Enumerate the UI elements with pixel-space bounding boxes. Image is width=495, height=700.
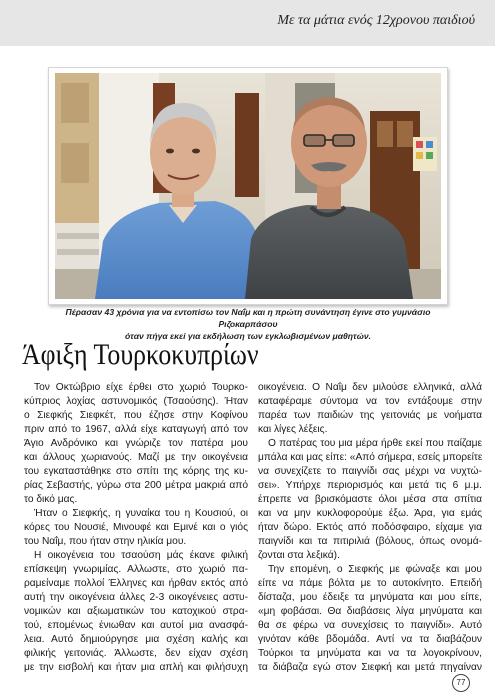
running-header-title: Με τα μάτια ενός 12χρονου παιδιού [277,13,475,28]
text-line: Ήταν ο Σιεφκής, η γυναίκα του η Κουσιού, οι [34,508,248,519]
photo-two-men [55,73,441,299]
text-line: και να μην κυκλοφορούμε έξω. Άρα, για εμάς [258,508,482,519]
text-line: με την εισβολή και ήταν μια απλή και φιλήσυχη [24,662,248,673]
text-line: Τον Οκτώβριο είχε έρθει στο χωριό Τουρκο- [34,382,248,393]
text-line: ραμείναμε πολλοί Έλληνες και ήρθαν εκτός από [24,578,248,589]
photo-frame [48,67,448,305]
text-line: παιγνίδι και τα πιτιριλιά (βόλους, όπως ονομά- [258,536,482,547]
text-line: «μη φοβάσαι. Θα διαβάσεις λίγα μηνύματα και [258,606,482,617]
text-line: να συνεχίζετε το παιγνίδι σας μέχρι να νυχτώ- [258,466,482,477]
text-line: νομικών και αξιωματικών του κατοχικού στρα- [24,606,248,617]
text-line: φιλικής γειτονιάς. Άλλωστε, δεν είχαν σχέση [24,648,248,659]
text-line: λεια. Αυτό δημιούργησε μια σχέση καλής και [24,634,248,645]
text-line: δίσταζα, μου έδειξε τα μηνύματα και μου είπε, [258,592,482,603]
text-line: Την επομένη, ο Σιεφκής με φώναξε και μου [268,564,482,575]
text-line: παρέα των παιδιών της γειτονιάς με νοήματα [258,410,482,421]
text-line: μπάλα και μας είπε: «Από σήμερα, εσείς μπορείτε [258,452,482,463]
text-line: και άλλους χωριανούς. Μαζί με την οικογένεια [24,452,248,463]
text-line: του εγκαταστάθηκε στο σπίτι της κόρης της κυ- [24,466,248,477]
text-line: αυτή την οικογένεια άλλες 2-3 οικογένειες αστυ- [24,592,248,603]
text-line: γινόταν κάθε βδομάδα. Αντί να τα διαβάζουν [258,634,482,645]
page-number: 77 [452,674,470,692]
running-header [0,0,495,46]
text-column-left [24,381,248,675]
text-line: σει». Υπήρχε περιορισμός και μετά τις 6 μ.μ. [258,480,482,491]
text-line: το δικό μας. [24,494,78,505]
text-column-right [258,381,482,675]
text-line: κόρες του Νουσιέ, Μινουφέ και Εμινέ και ο γιός [24,522,248,533]
text-line: ρίας Σεβαστής, γύρω στα 200 μέτρα μακριά από [24,480,248,491]
text-line: ήταν δώρο. Εκτός από ποδόσφαιρο, είχαμε για [258,522,482,533]
text-line: οικογένεια. Ο Ναΐμ δεν μιλούσε ελληνικά, αλλά [258,382,482,393]
text-line: ο Σιεφκής Σιεφκέτ, που έζησε στην Κοφίνου [24,410,248,421]
photo-caption-line: Πέρασαν 43 χρόνια για να εντοπίσω τον Ναΐμ και η πρώτη συνάντηση έγινε στο γυμνάσιο Ριζοκαρπάσου [65,307,431,329]
text-line: κύπριος λοχίας αστυνομικός (Τσαούσης). Ήταν [24,396,248,407]
photo-caption-line: όταν πήγα εκεί για εκδήλωση των εγκλωβισμένων μαθητών. [124,331,372,341]
text-line: Τούρκοι τα μηνύματα και να τα λογοκρίνουν, [258,648,482,659]
text-line: θα σε φέρω να συνεχίσεις το παιγνίδι». Αυτό [258,620,482,631]
text-line: του Ναΐμ, που ήταν στην ηλικία μου. [24,536,187,547]
text-line: Άγιο Ανδρόνικο και γνώριζε τον πατέρα μου [24,438,248,449]
text-line: επίσκεψη γνωριμίας. Αλλωστε, στο χωριό πα- [24,564,248,575]
text-line: έπρεπε να βρισκόμαστε όλοι μέσα στα σπίτια [258,494,482,505]
section-title: Άφιξη Τουρκοκυπρίων [22,338,259,371]
text-line: πριν από το 1967, αλλά είχε καταγωγή από τον [24,424,248,435]
text-line: και λίγες λέξεις. [258,424,328,435]
photo-caption [50,306,446,342]
text-line: τού, επομένως ένιωθαν και αυτοί μια ανασφά- [24,620,248,631]
text-line: τα διάβαζα εγώ στον Σιεφκή και μετά πηγαίναν [258,662,482,673]
text-line: καταφέραμε σύντομα να τον εντάξουμε στην [258,396,482,407]
text-line: Ο πατέρας του μια μέρα ήρθε εκεί που παίζαμε [268,438,482,449]
text-line: είπε να πάμε βόλτα με το αυτοκίνητο. Επειδή [258,578,482,589]
text-line: ζονται στα λεξικά). [258,550,340,561]
text-line: Η οικογένεια του τσαούση μάς έκανε φιλική [34,550,248,561]
